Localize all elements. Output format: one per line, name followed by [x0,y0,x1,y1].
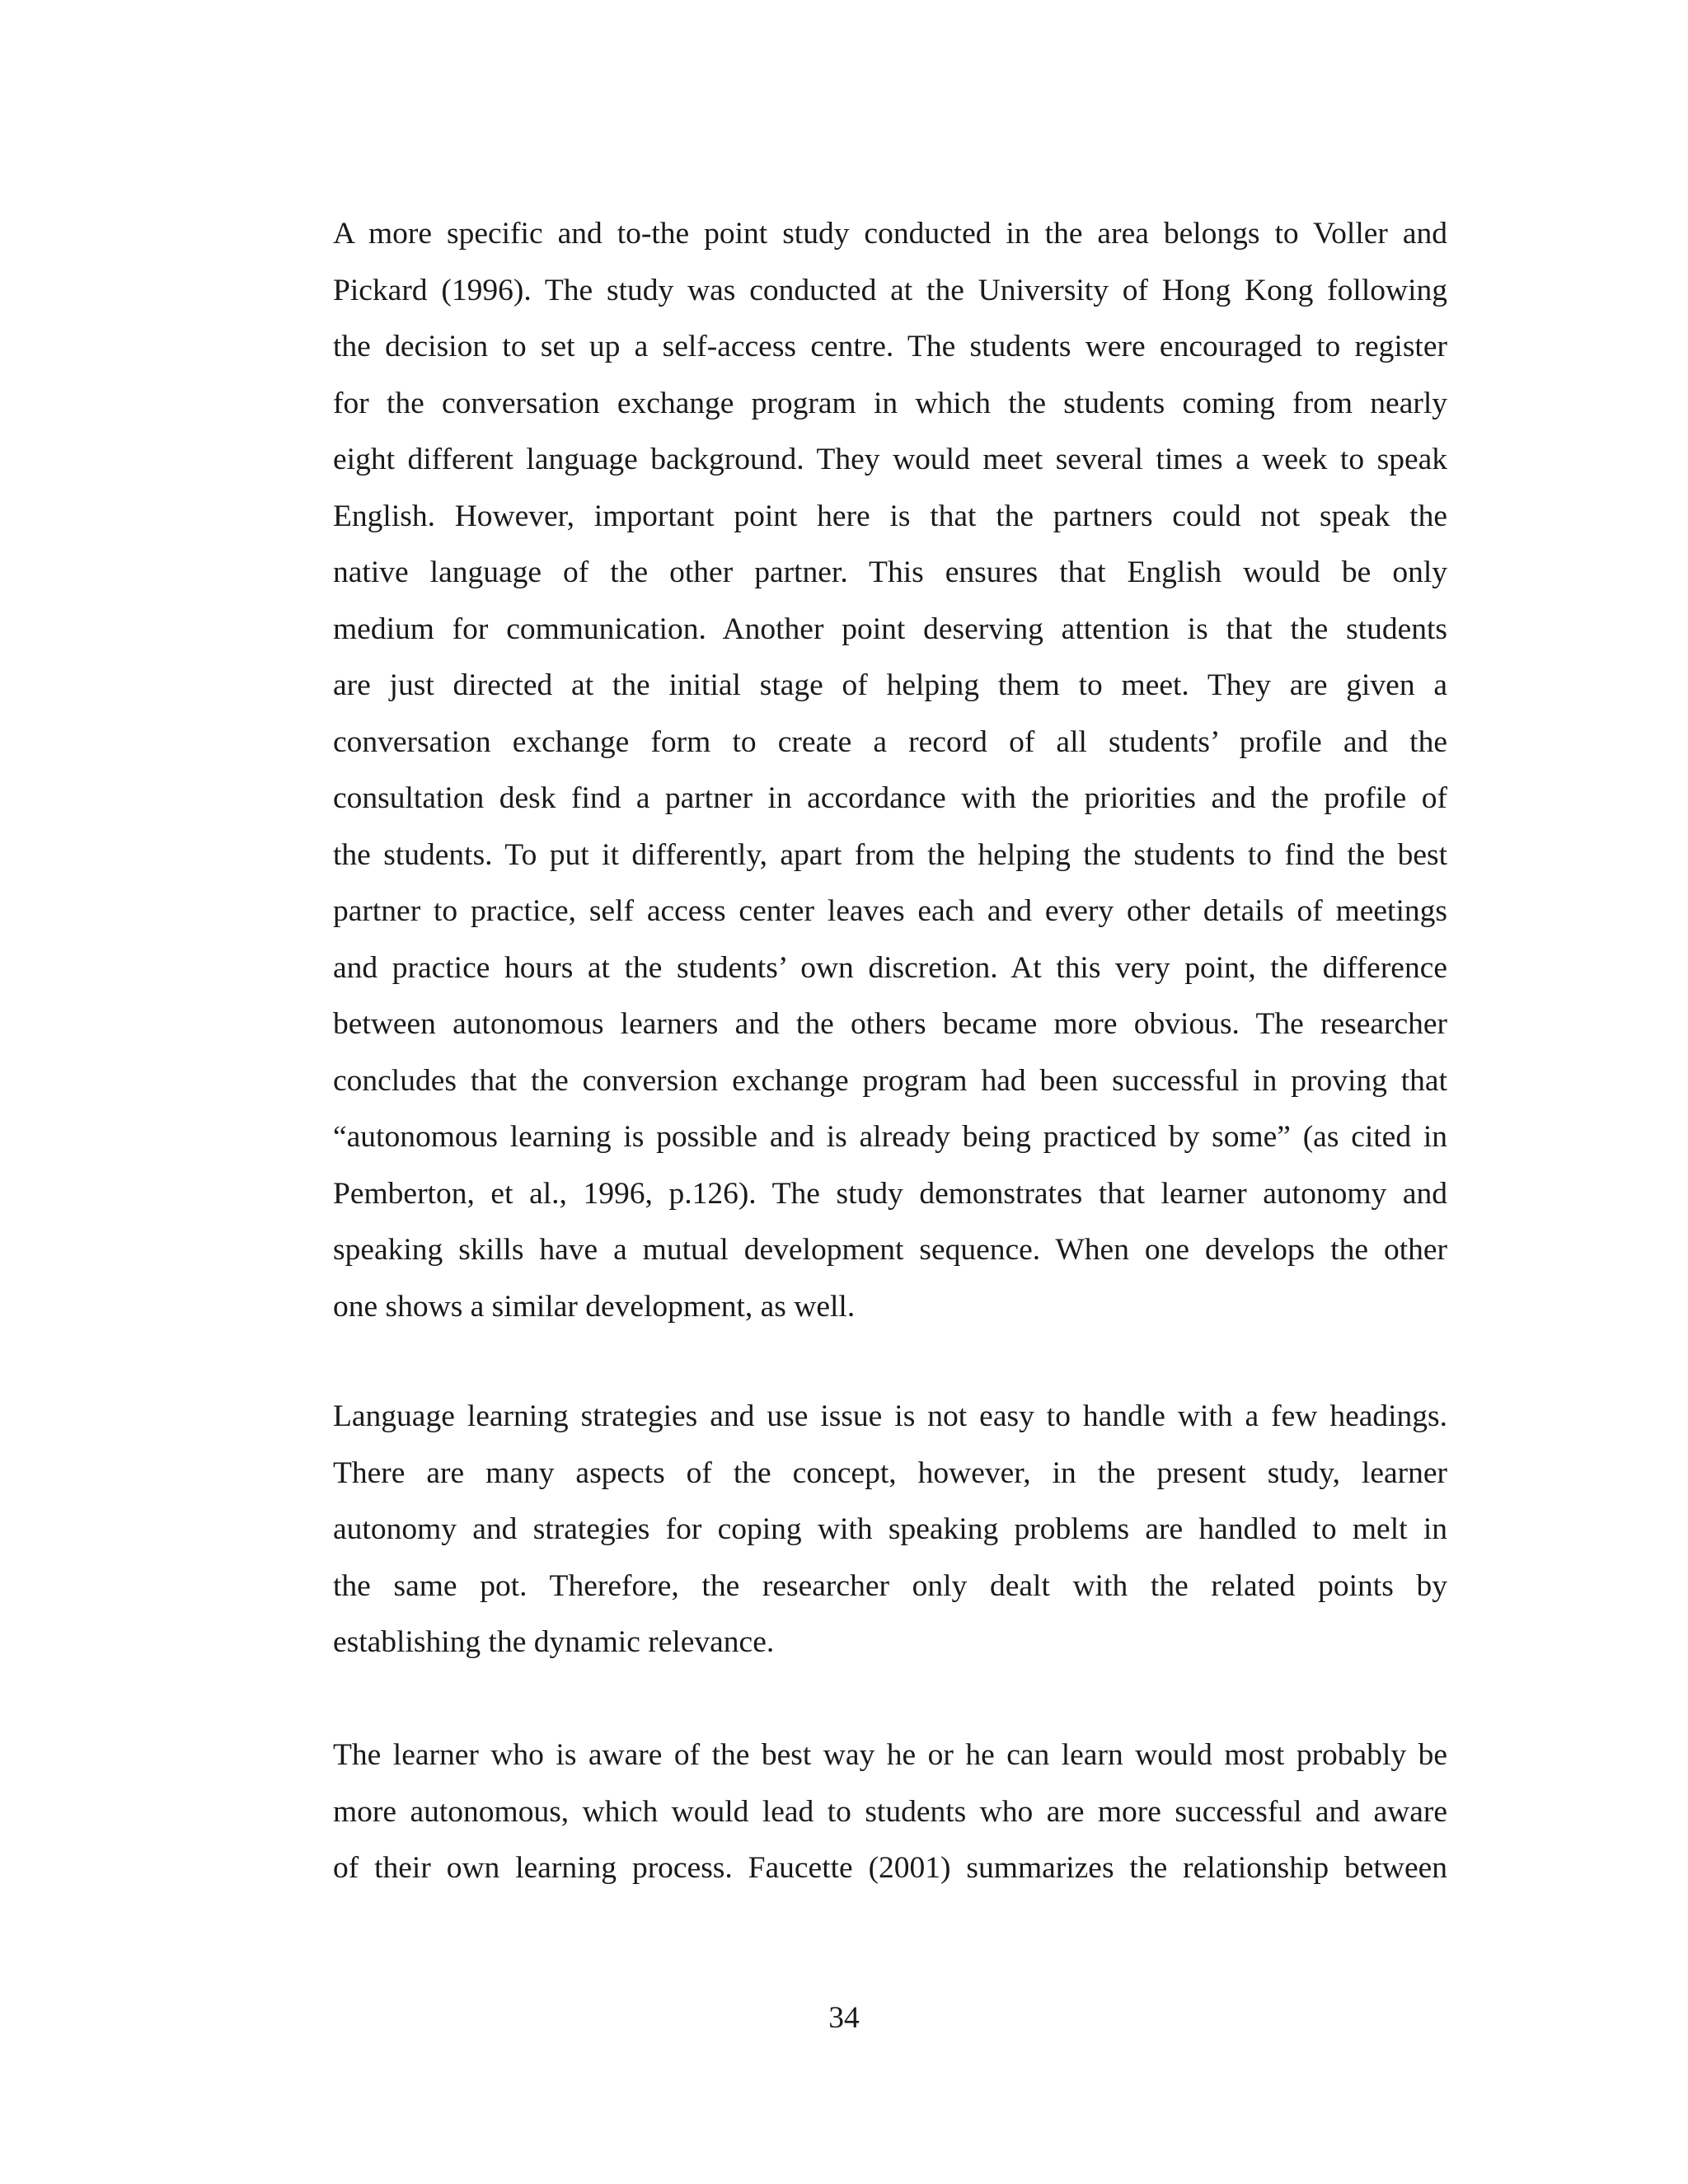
paragraph-line: the decision to set up a self-access centre. The students were encouraged to register [333,330,1447,363]
paragraph-line: conversation exchange form to create a record of all students’ profile and the [333,724,1447,759]
paragraph-line: English. However, important point here is that the partners could not speak the [333,499,1447,533]
paragraph-line: for the conversation exchange program in which the students coming from nearly [333,386,1447,420]
paragraph-line: Language learning strategies and use issue is not easy to handle with a few headings. [333,1399,1447,1433]
paragraph-line: The learner who is aware of the best way he or he can learn would most probably be [333,1738,1447,1772]
paragraph-line: concludes that the conversion exchange program had been successful in proving that [333,1063,1447,1098]
paragraph-aware-learner [333,1727,1447,1897]
paragraph-line: Pickard (1996). The study was conducted at the University of Hong Kong following [333,273,1447,307]
paragraph-line: “autonomous learning is possible and is already being practiced by some” (as cited in [333,1120,1447,1154]
paragraph-line: establishing the dynamic relevance. [333,1625,775,1659]
paragraph-line: Pemberton, et al., 1996, p.126). The study demonstrates that learner autonomy and [333,1176,1447,1211]
paragraph-line: consultation desk find a partner in accordance with the priorities and the profile of [333,781,1447,815]
paragraph-language-learning-strategies [333,1389,1447,1671]
paragraph-line: of their own learning process. Faucette (2001) summarizes the relationship between [333,1851,1447,1885]
paragraph-line: autonomy and strategies for coping with speaking problems are handled to melt in [333,1512,1447,1546]
paragraph-line: the same pot. Therefore, the researcher only dealt with the related points by [333,1568,1447,1603]
paragraph-line: There are many aspects of the concept, however, in the present study, learner [333,1455,1447,1490]
paragraph-line: are just directed at the initial stage of helping them to meet. They are given a [333,668,1447,702]
page-number: 34 [828,2001,860,2035]
paragraph-line: one shows a similar development, as well. [333,1289,856,1324]
paragraph-line: partner to practice, self access center leaves each and every other details of meetings [333,894,1447,928]
paragraph-line: eight different language background. They would meet several times a week to speak [333,443,1447,476]
paragraph-voller-pickard-study [333,206,1447,1335]
paragraph-line: medium for communication. Another point deserving attention is that the students [333,612,1447,646]
paragraph-line: between autonomous learners and the others became more obvious. The researcher [333,1007,1447,1041]
paragraph-line: and practice hours at the students’ own discretion. At this very point, the difference [333,950,1447,985]
paragraph-line: A more specific and to-the point study conducted in the area belongs to Voller and [333,217,1447,251]
paragraph-line: more autonomous, which would lead to students who are more successful and aware [333,1794,1447,1829]
paragraph-line: speaking skills have a mutual development sequence. When one develops the other [333,1233,1447,1267]
paragraph-line: native language of the other partner. This ensures that English would be only [333,555,1447,589]
paragraph-line: the students. To put it differently, apart from the helping the students to find the best [333,837,1447,872]
